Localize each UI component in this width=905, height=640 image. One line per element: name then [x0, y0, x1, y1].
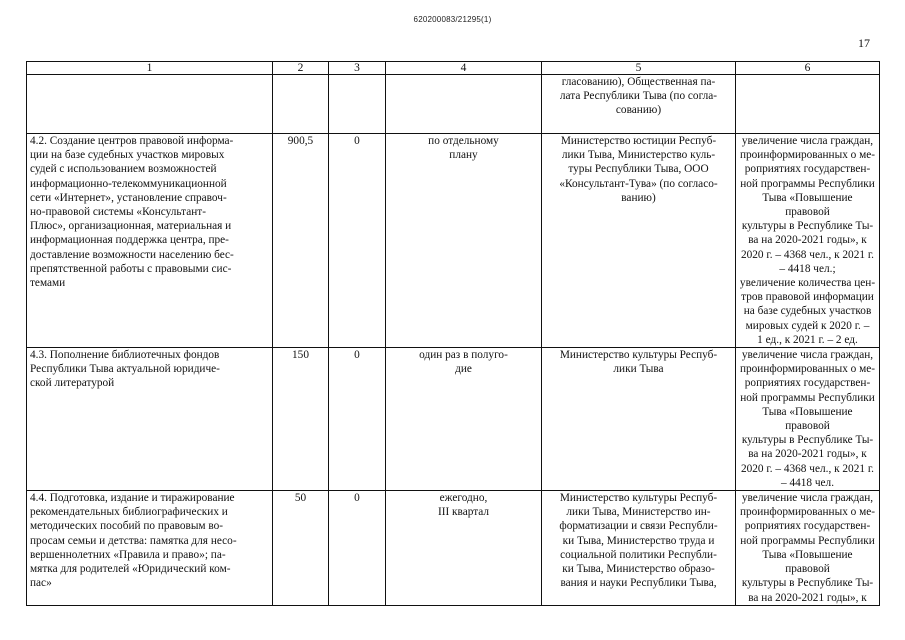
cell-funding: 50	[273, 491, 329, 606]
cell-activity: 4.4. Подготовка, издание и тиражирование рекомендательных библиографических и методических пособий по правовым во- просам семьи и детства: памятка для несо- вершеннолетних «Правила и право»; па- мятка для родителей «Юридический ком- пас»	[27, 491, 273, 606]
table-row	[27, 348, 880, 491]
cell-other-funding: 0	[329, 491, 386, 606]
cell-outcome: увеличение числа граждан, проинформированных о ме- роприятиях государствен- ной программы Республики Тыва «Повышение правовой культуры в Республике Ты- ва на 2020-2021 годы», к	[736, 491, 880, 606]
cell-funding: 900,5	[273, 134, 329, 348]
cell-outcome	[736, 75, 880, 134]
cell-other-funding: 0	[329, 134, 386, 348]
cell-other-funding	[329, 75, 386, 134]
table-header-row	[27, 62, 880, 75]
cell-schedule: один раз в полуго- дие	[386, 348, 542, 491]
cell-schedule	[386, 75, 542, 134]
cell-responsible: Министерство культуры Респуб- лики Тыва	[542, 348, 736, 491]
column-header-1: 1	[27, 62, 273, 75]
cell-responsible: гласованию), Общественная па- лата Республики Тыва (по согла- сованию)	[542, 75, 736, 134]
table-row	[27, 491, 880, 606]
column-header-6: 6	[736, 62, 880, 75]
table-row	[27, 134, 880, 348]
cell-funding: 150	[273, 348, 329, 491]
cell-responsible: Министерство культуры Респуб- лики Тыва, Министерство ин- форматизации и связи Республи- ки Тыва, Министерство труда и социальной политики Республи- ки Тыва, Министерство образо- вания и науки Республики Тыва,	[542, 491, 736, 606]
cell-schedule: ежегодно, III квартал	[386, 491, 542, 606]
program-activities-table	[26, 61, 880, 606]
column-header-5: 5	[542, 62, 736, 75]
cell-schedule: по отдельному плану	[386, 134, 542, 348]
table-row-continuation	[27, 75, 880, 134]
cell-outcome: увеличение числа граждан, проинформированных о ме- роприятиях государствен- ной программы Республики Тыва «Повышение правовой культуры в Республике Ты- ва на 2020-2021 годы», к 2020 г. – 4368 чел., к 2021 г. – 4418 чел.; увеличение количества цен- тров правовой информации на базе судебных участков мировых судей к 2020 г. – 1 ед., к 2021 г. – 2 ед.	[736, 134, 880, 348]
cell-funding	[273, 75, 329, 134]
document-id: 620200083/21295(1)	[413, 15, 492, 24]
column-header-3: 3	[329, 62, 386, 75]
column-header-4: 4	[386, 62, 542, 75]
page-number: 17	[858, 36, 870, 50]
column-header-2: 2	[273, 62, 329, 75]
cell-responsible: Министерство юстиции Респуб- лики Тыва, Министерство куль- туры Республики Тыва, ООО «Консультант-Тува» (по согласо- ванию)	[542, 134, 736, 348]
cell-activity: 4.3. Пополнение библиотечных фондов Республики Тыва актуальной юридиче- ской литературой	[27, 348, 273, 491]
cell-activity	[27, 75, 273, 134]
cell-other-funding: 0	[329, 348, 386, 491]
cell-outcome: увеличение числа граждан, проинформированных о ме- роприятиях государствен- ной программы Республики Тыва «Повышение правовой культуры в Республике Ты- ва на 2020-2021 годы», к 2020 г. – 4368 чел., к 2021 г. – 4418 чел.	[736, 348, 880, 491]
cell-activity: 4.2. Создание центров правовой информа- ции на базе судебных участков мировых судей с использованием возможностей информационно-телекоммуникационной сети «Интернет», установление справоч- но-правовой системы «Консультант- Плюс», организационная, материальная и информационная поддержка центра, пре- доставление возможности населению бес- препятственной работы с правовыми сис- темами	[27, 134, 273, 348]
